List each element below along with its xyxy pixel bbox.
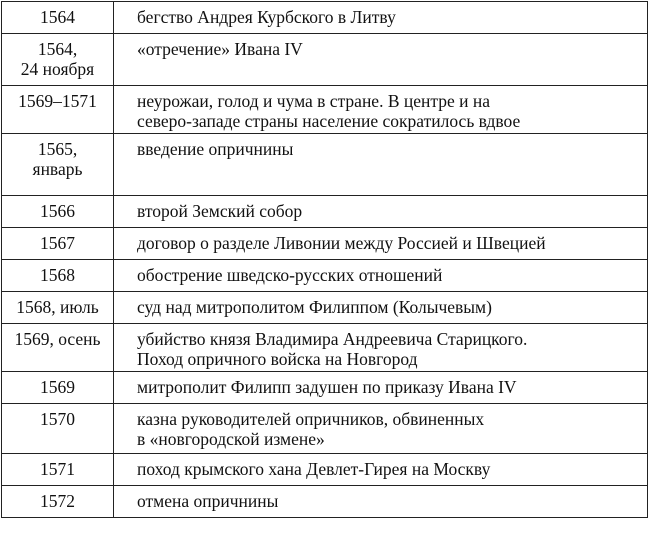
event-cell [114,86,648,134]
table-row [2,454,648,486]
event-cell [114,2,648,34]
year-cell [2,86,114,134]
year-cell [2,228,114,260]
event-cell [114,324,648,372]
table-row [2,196,648,228]
event-text: второй Земский собор [137,201,303,221]
year-cell [2,292,114,324]
event-text: в «новгородской измене» [137,429,325,449]
year-text: 1569, осень [14,329,101,349]
event-text: договор о разделе Ливонии между Россией и Швецией [137,233,546,253]
year-cell [2,404,114,454]
event-cell [114,134,648,196]
table-row [2,372,648,404]
year-text: 1564 [40,7,75,27]
year-text: 1566 [40,201,75,221]
year-cell [2,372,114,404]
year-text: 1572 [40,491,75,511]
year-text: 1568, июль [16,297,99,317]
event-cell [114,228,648,260]
event-text: бегство Андрея Курбского в Литву [137,7,396,27]
event-text: суд над митрополитом Филиппом (Колычевым) [137,297,492,317]
event-cell [114,34,648,86]
chronology-table-body [2,2,648,518]
year-text: 1564, [37,39,78,59]
table-row [2,404,648,454]
event-text: убийство князя Владимира Андреевича Старицкого. [137,329,528,349]
event-text: введение опричнины [137,139,294,159]
table-row [2,228,648,260]
event-cell [114,454,648,486]
event-text: отмена опричнины [137,491,279,511]
event-cell [114,486,648,518]
event-text: митрополит Филипп задушен по приказу Ивана IV [137,377,517,397]
event-text: «отречение» Ивана IV [137,39,303,59]
table-row [2,324,648,372]
year-text: 1571 [40,459,75,479]
event-text: Поход опричного войска на Новгород [137,349,418,369]
event-cell [114,260,648,292]
table-row [2,260,648,292]
year-text: 1569–1571 [18,91,97,111]
event-cell [114,196,648,228]
year-cell [2,2,114,34]
event-cell [114,372,648,404]
table-row [2,86,648,134]
year-cell [2,486,114,518]
event-cell [114,292,648,324]
event-text: обострение шведско-русских отношений [137,265,443,285]
year-text: 1569 [40,377,75,397]
year-text: 1568 [40,265,75,285]
event-text: неурожаи, голод и чума в стране. В центре и на [137,91,490,111]
table-row [2,134,648,196]
table-row [2,2,648,34]
table-row [2,34,648,86]
event-text: северо-западе страны население сократилось вдвое [137,111,521,131]
year-cell [2,134,114,196]
event-text: казна руководителей опричников, обвиненных [137,409,485,429]
chronology-table [1,1,648,518]
year-text: 24 ноября [20,59,95,79]
year-text: январь [32,159,83,179]
event-cell [114,404,648,454]
year-text: 1567 [40,233,75,253]
table-row [2,486,648,518]
year-cell [2,324,114,372]
year-cell [2,260,114,292]
table-row [2,292,648,324]
event-text: поход крымского хана Девлет-Гирея на Москву [137,459,491,479]
year-text: 1570 [40,409,75,429]
year-cell [2,454,114,486]
year-cell [2,196,114,228]
year-text: 1565, [37,139,78,159]
year-cell [2,34,114,86]
